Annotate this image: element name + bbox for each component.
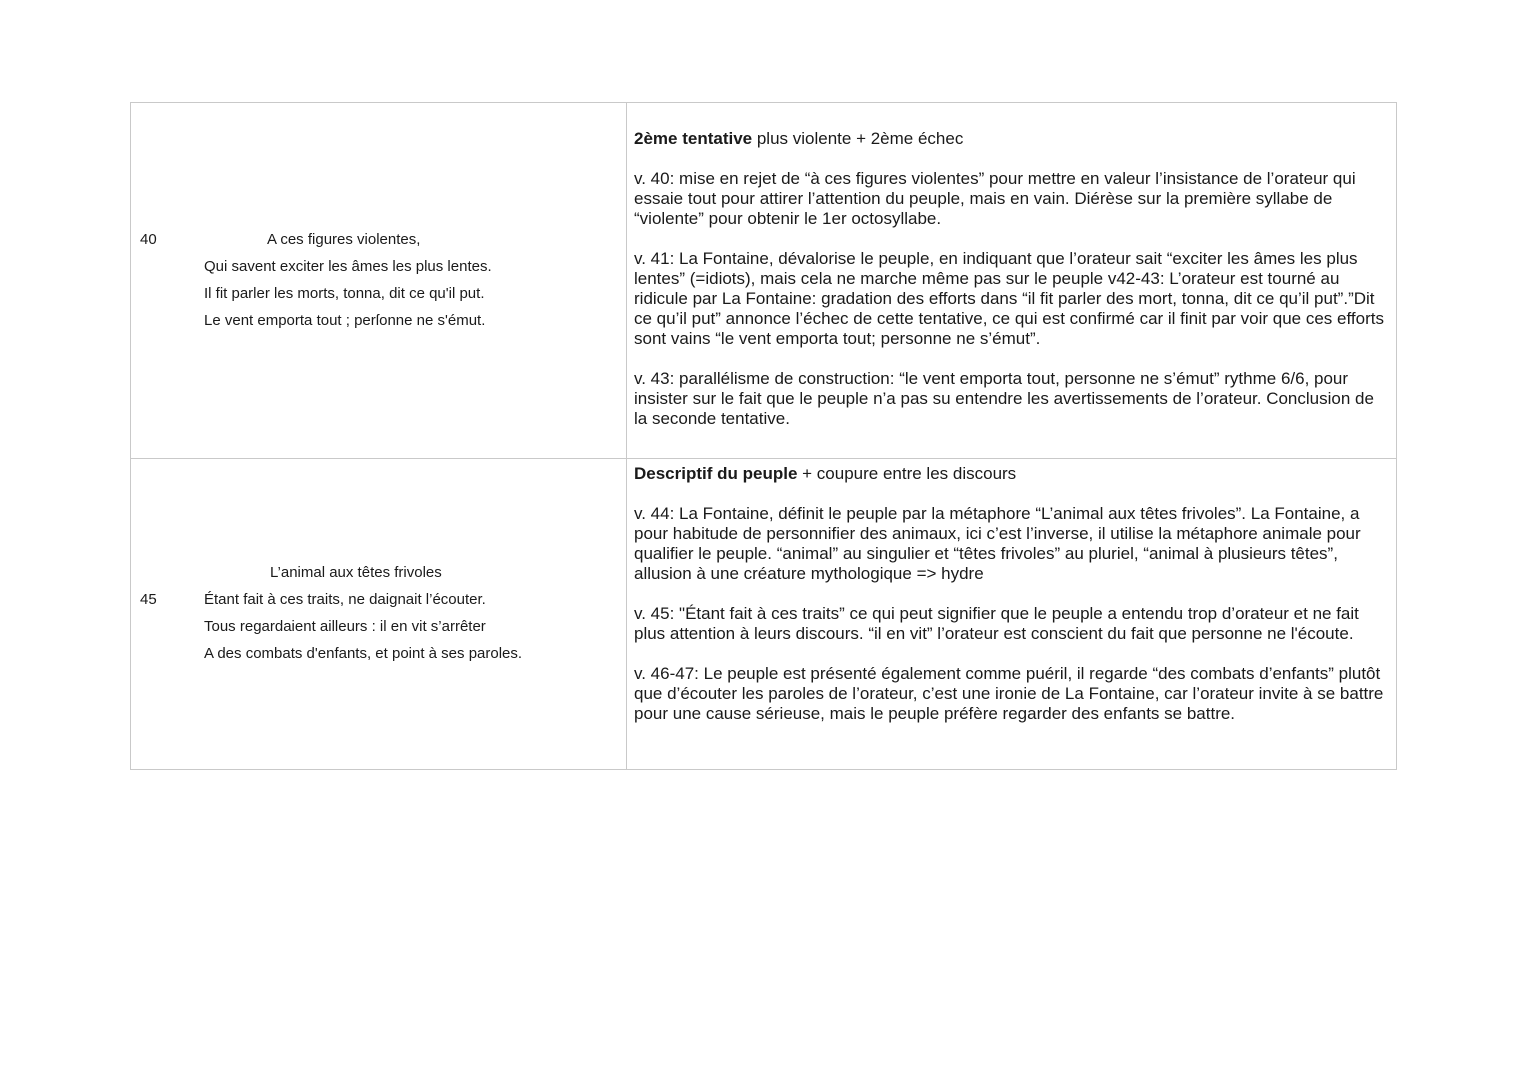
verse-text: Il fit parler les morts, tonna, dit ce qu'il put.	[204, 285, 485, 302]
section-title-rest: plus violente + 2ème échec	[752, 129, 964, 148]
poem-line	[131, 562, 626, 589]
verse-text: Qui savent exciter les âmes les plus lentes.	[204, 258, 492, 275]
section-title-bold: 2ème tentative	[634, 129, 753, 148]
analysis-paragraph: v. 45: "Étant fait à ces traits” ce qui peut signifier que le peuple a entendu trop d’orateur et ne fait plus attention à leurs discours. “il en vit” l’orateur est conscient du fait que personne ne l'écoute.	[634, 604, 1359, 643]
verse-text: Le vent emporta tout ; perſonne ne s'émut.	[204, 312, 486, 329]
poem-line	[131, 589, 626, 616]
verse-text: Étant fait à ces traits, ne daignait l’écouter.	[204, 591, 486, 608]
analysis-paragraph: v. 44: La Fontaine, définit le peuple par la métaphore “L’animal aux têtes frivoles”. La Fontaine, a pour habitude de personnifier des animaux, ici c’est l’inverse, il utilise la métaphore animale pour qualifier le peuple. “animal” au singulier et “têtes frivoles” au pluriel, “animal à plusieurs têtes”, allusion à une créature mythologique => hydre	[634, 504, 1361, 583]
verse-text: A des combats d'enfants, et point à ses paroles.	[204, 645, 523, 662]
poem-stanza	[131, 562, 626, 670]
poem-cell	[131, 103, 627, 458]
section-title	[634, 129, 1386, 149]
verse-text: Tous regardaient ailleurs : il en vit s’arrêter	[204, 618, 486, 635]
section-title	[634, 464, 1386, 484]
poem-line	[131, 229, 626, 256]
verse-number: 40	[140, 231, 157, 248]
table-row	[131, 103, 1396, 458]
poem-stanza	[131, 229, 626, 337]
verse-text: L’animal aux têtes frivoles	[270, 564, 442, 581]
analysis-table	[130, 102, 1397, 770]
poem-line	[131, 256, 626, 283]
poem-line	[131, 616, 626, 643]
analysis-paragraph: v. 41: La Fontaine, dévalorise le peuple, en indiquant que l’orateur sait “exciter les âmes les plus lentes” (=idiots), mais cela ne marche même pas sur le peuple v42-43: L’orateur est tourné au ridicule par La Fontaine: gradation des efforts dans “il fit parler des mort, tonna, dit ce qu’il put”.”Dit ce qu’il put” annonce l’échec de cette tentative, ce qui est confirmé car il finit par voir que ces efforts sont vains “le vent emporta tout; personne ne s’émut”.	[634, 249, 1384, 348]
analysis-paragraph: v. 46-47: Le peuple est présenté également comme puéril, il regarde “des combats d’enfants” plutôt que d’écouter les paroles de l’orateur, c’est une ironie de La Fontaine, car l’orateur invite à se battre pour une cause sérieuse, mais le peuple préfère regarder des enfants se battre.	[634, 664, 1384, 723]
analysis-paragraph: v. 40: mise en rejet de “à ces figures violentes” pour mettre en valeur l’insistance de l’orateur qui essaie tout pour attirer l’attention du peuple, mais en vain. Diérèse sur la première syllabe de “violente” pour obtenir le 1er octosyllabe.	[634, 169, 1356, 228]
poem-cell	[131, 459, 627, 769]
section-title-bold: Descriptif du peuple	[634, 464, 798, 483]
analysis-cell	[627, 103, 1396, 458]
table-row	[131, 458, 1396, 769]
poem-line	[131, 310, 626, 337]
analysis-paragraph: v. 43: parallélisme de construction: “le vent emporta tout, personne ne s’émut” rythme 6/6, pour insister sur le fait que le peuple n’a pas su entendre les avertissements de l’orateur. Conclusion de la seconde tentative.	[634, 369, 1374, 428]
analysis-cell	[627, 459, 1396, 769]
poem-line	[131, 643, 626, 670]
verse-number: 45	[140, 591, 157, 608]
verse-text: A ces figures violentes,	[267, 231, 421, 248]
poem-line	[131, 283, 626, 310]
section-title-rest: + coupure entre les discours	[797, 464, 1017, 483]
